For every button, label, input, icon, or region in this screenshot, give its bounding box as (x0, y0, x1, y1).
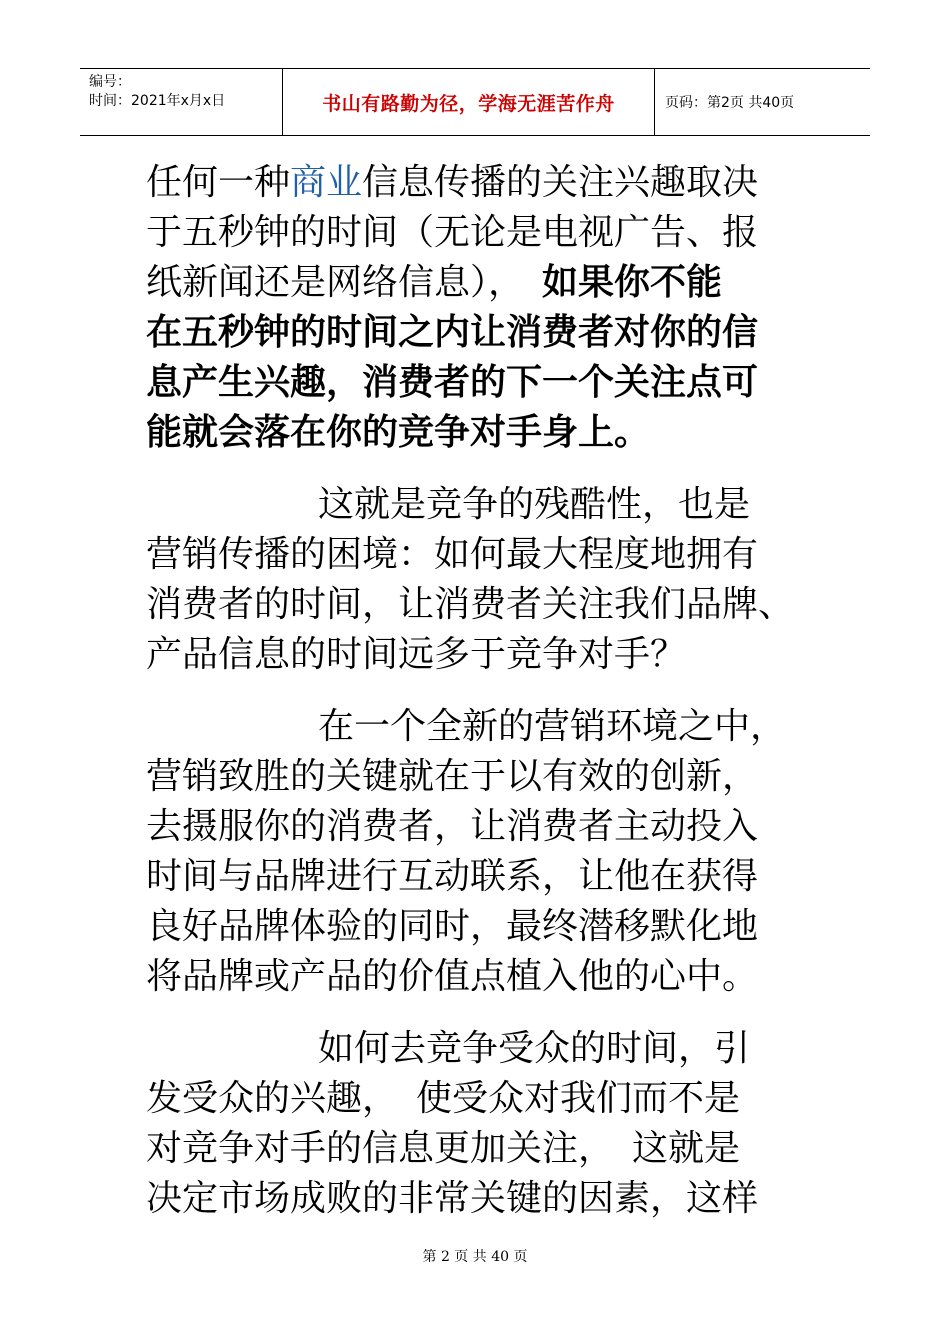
page-footer: 第 2 页 共 40 页 (422, 1249, 528, 1265)
paragraph-1 (146, 158, 846, 458)
bold-text-line: 在五秒钟的时间之内让消费者对你的信 (146, 312, 759, 353)
text-line: 如何去竞争受众的时间，引 (318, 1028, 751, 1069)
text-line: 营销传播的困境：如何最大程度地拥有 (146, 534, 759, 575)
text-line: 去摄服你的消费者，让消费者主动投入 (146, 806, 759, 847)
text-line: 将品牌或产品的价值点植入他的心中。 (146, 956, 759, 997)
document-time-label: 时间：2021年x月x日 (89, 93, 226, 109)
page-header (80, 68, 870, 136)
header-motto: 书山有路勤为径，学海无涯苦作舟 (283, 69, 655, 135)
text-line: 产品信息的时间远多于竞争对手？ (146, 634, 687, 675)
bold-text-line: 息产生兴趣，消费者的下一个关注点可 (146, 362, 759, 403)
text-line: 这就是竞争的残酷性，也是 (318, 484, 751, 525)
text-line: 在一个全新的营销环境之中， (318, 706, 787, 747)
business-link[interactable]: 商业 (290, 162, 363, 203)
document-body (146, 158, 846, 1224)
header-meta (80, 69, 283, 135)
bold-text-segment: 如果你不能 (542, 262, 723, 303)
text-line: 良好品牌体验的同时，最终潜移默化地 (146, 906, 759, 947)
text-line (146, 158, 846, 208)
bold-text-line: 能就会落在你的竞争对手身上。 (146, 412, 651, 453)
text-segment: 纸新闻还是网络信息）， (146, 262, 543, 303)
paragraph-4 (146, 1024, 846, 1224)
text-line: 发受众的兴趣， 使受众对我们而不是 (146, 1078, 741, 1119)
text-line: 于五秒钟的时间（无论是电视广告、报 (146, 212, 759, 253)
header-page-code: 页码：第2页 共40页 (665, 95, 795, 111)
paragraph-2 (146, 480, 846, 680)
text-line: 对竞争对手的信息更加关注， 这就是 (146, 1128, 741, 1169)
text-line: 消费者的时间，让消费者关注我们品牌、 (146, 584, 795, 625)
paragraph-3 (146, 702, 846, 1002)
document-number-label: 编号： (89, 74, 131, 90)
text-line: 时间与品牌进行互动联系，让他在获得 (146, 856, 759, 897)
text-line: 营销致胜的关键就在于以有效的创新， (146, 756, 759, 797)
text-line (146, 258, 846, 308)
text-segment: 信息传播的关注兴趣取决 (362, 162, 759, 203)
text-segment: 任何一种 (146, 162, 291, 203)
text-line: 决定市场成败的非常关键的因素，这样 (146, 1178, 759, 1219)
